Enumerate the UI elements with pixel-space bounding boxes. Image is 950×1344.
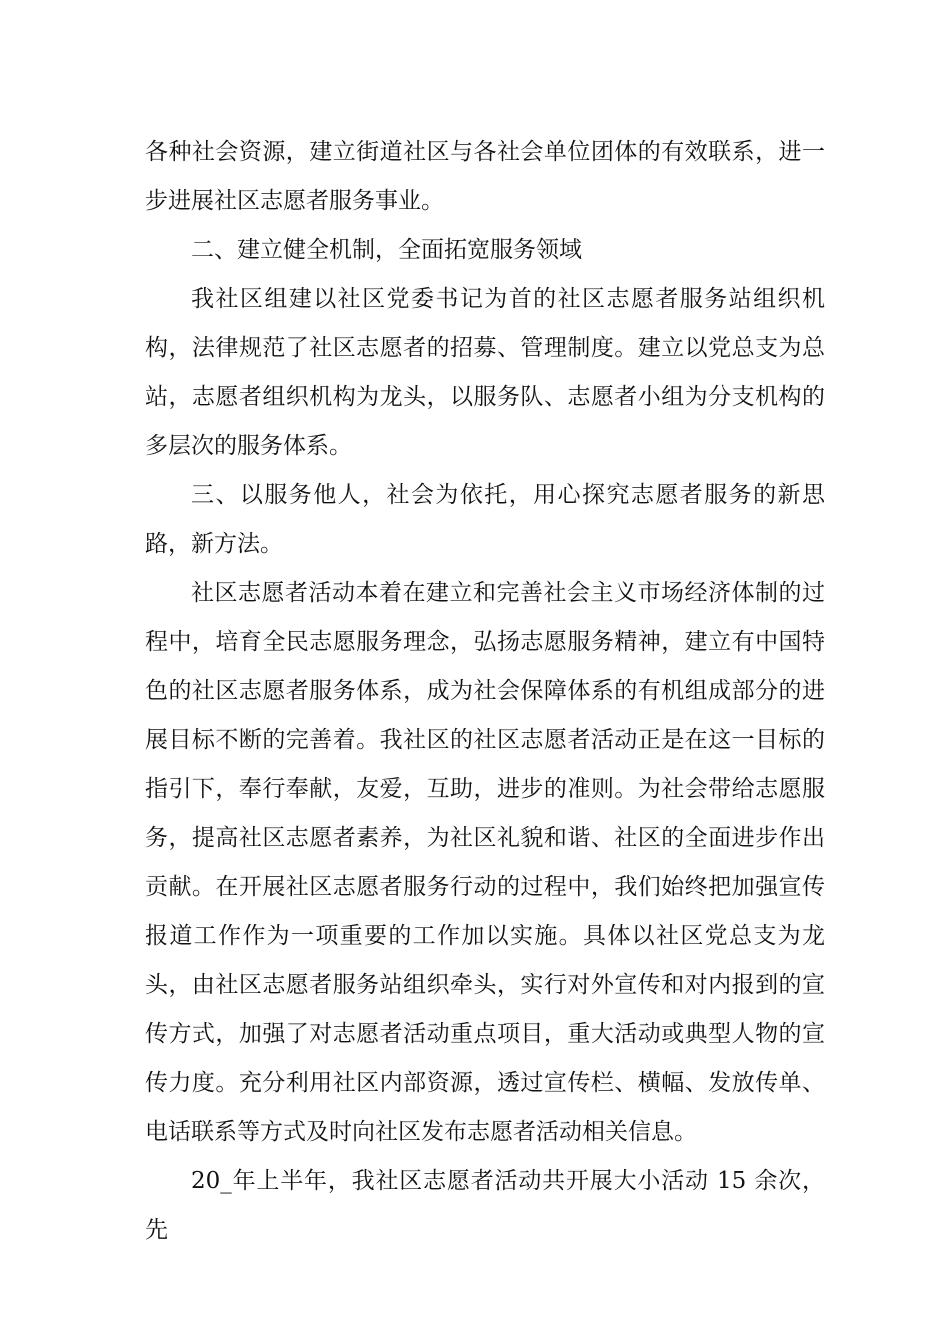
document-body [145,128,825,1255]
paragraph-first-half-year: 20_年上半年，我社区志愿者活动共开展大小活动 15 余次，先 [145,1168,825,1243]
paragraph-organization: 我社区组建以社区党委书记为首的社区志愿者服务站组织机构，法律规范了社区志愿者的招募、管理制度。建立以党总支为总站，志愿者组织机构为龙头，以服务队、志愿者小组为分支机构的多层次的服务体系。 [145,286,825,459]
section-heading-2: 二、建立健全机制，全面拓宽服务领域 [191,237,582,263]
section-heading-3: 三、以服务他人，社会为依托，用心探究志愿者服务的新思路，新方法。 [145,482,825,557]
paragraph-continuation: 各种社会资源，建立街道社区与各社会单位团体的有效联系，进一步进展社区志愿者服务事业。 [145,139,825,214]
paragraph-activities: 社区志愿者活动本着在建立和完善社会主义市场经济体制的过程中，培育全民志愿服务理念，弘扬志愿服务精神，建立有中国特色的社区志愿者服务体系，成为社会保障体系的有机组成部分的进展目标不断的完善着。我社区的社区志愿者活动正是在这一目标的指引下，奉行奉献，友爱，互助，进步的准则。为社会带给志愿服务，提高社区志愿者素养，为社区礼貌和谐、社区的全面进步作出贡献。在开展社区志愿者服务行动的过程中，我们始终把加强宣传报道工作作为一项重要的工作加以实施。具体以社区党总支为龙头，由社区志愿者服务站组织牵头，实行对外宣传和对内报到的宣传方式，加强了对志愿者活动重点项目，重大活动或典型人物的宣传力度。充分利用社区内部资源，透过宣传栏、横幅、发放传单、电话联系等方式及时向社区发布志愿者活动相关信息。 [145,580,825,1145]
